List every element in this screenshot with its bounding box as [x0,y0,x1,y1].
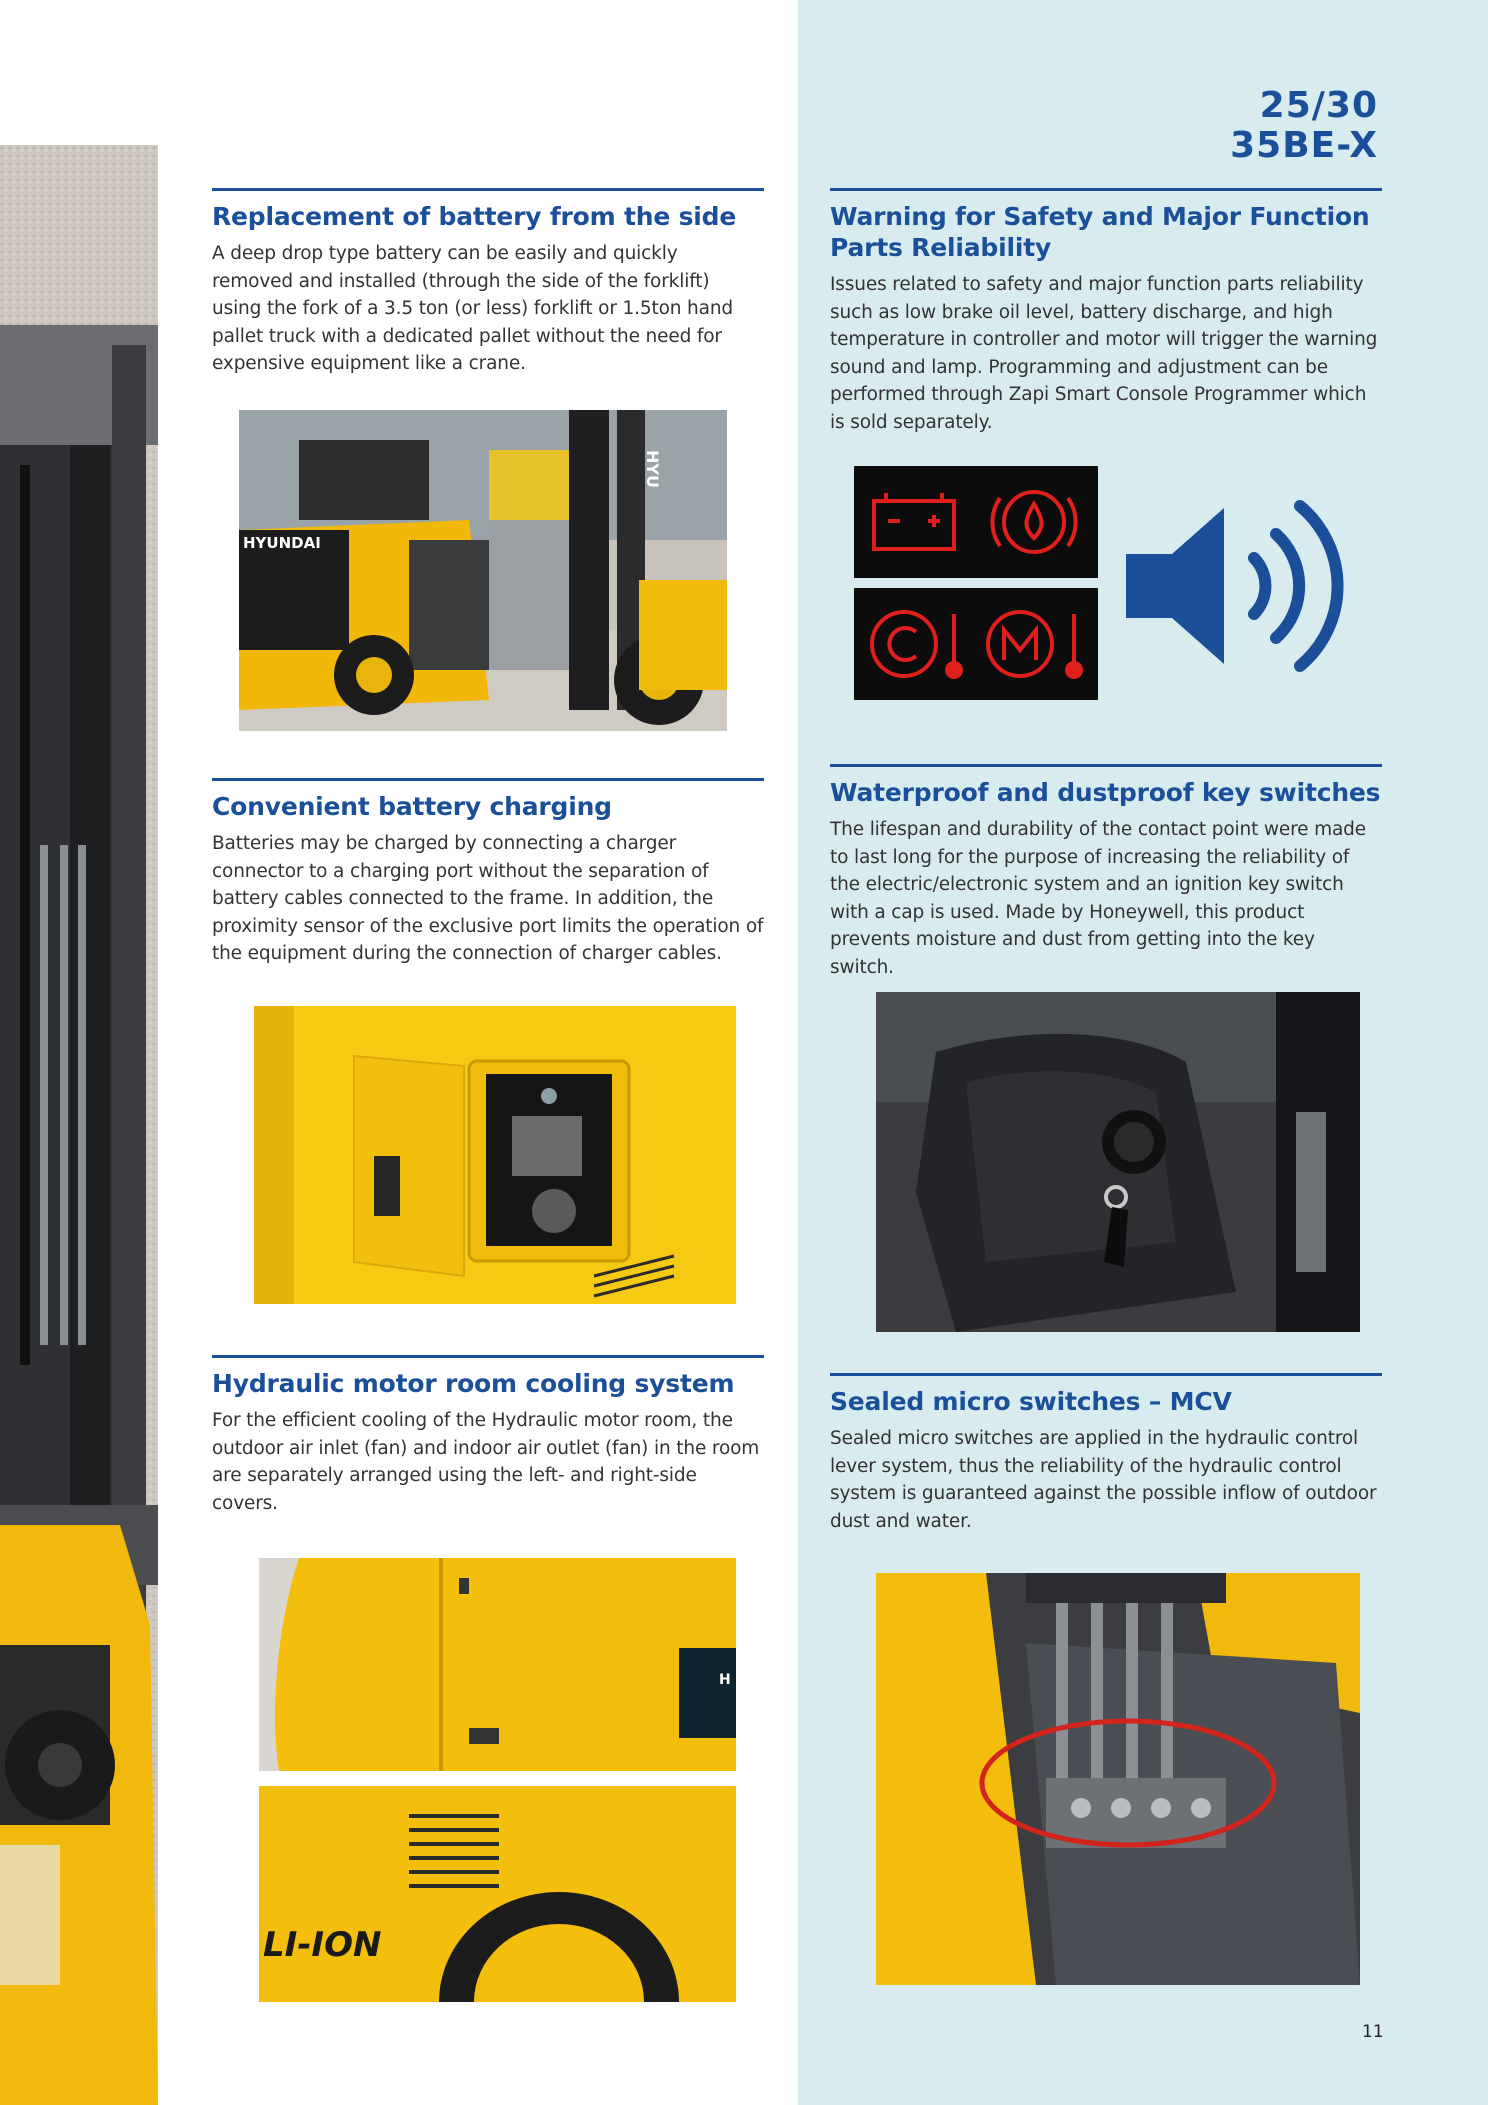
model-number [1230,86,1378,166]
section-battery-charging [212,778,764,968]
section-micro-switches [830,1373,1382,1535]
warning-lamps-panel [854,466,1098,700]
section-body: Sealed micro switches are applied in the hydraulic control lever system, thus the reliability of the hydraulic control system is guaranteed against the possible inflow of outdoor dust and water. [830,1428,1377,1532]
section-rule [830,764,1382,767]
li-ion-label: LI-ION [263,1925,382,1965]
cooling-cover-photo-bottom [259,1786,736,2002]
section-body: Issues related to safety and major function parts reliability such as low brake oil level, battery discharge, and high temperature in controller and motor will trigger the warning sound and lamp. Programming and adjustment can be performed through Zapi Smart Console Programmer which is sold separately. [830,274,1378,433]
section-rule [212,188,764,191]
battery-side-photo [239,410,727,731]
key-switch-photo [876,992,1360,1332]
section-body: A deep drop type battery can be easily and quickly removed and installed (through the side of the forklift) using the fork of a 3.5 ton (or less) forklift or 1.5ton hand pallet truck with a dedicated pallet without the need for expensive equipment like a crane. [212,243,733,374]
section-title: Convenient battery charging [212,792,612,821]
section-body: The lifespan and durability of the contact point were made to last long for the purpose of increasing the reliability of the electric/electronic system and an ignition key switch with a cap is used. Made by Honeywell, this product prevents moisture and dust from getting into the key switch. [830,819,1367,978]
section-title: Replacement of battery from the side [212,202,737,231]
section-hydraulic-cooling [212,1355,764,1517]
section-warning-safety [830,188,1382,436]
model-line-2: 35BE-X [1230,125,1378,166]
section-title: Warning for Safety and Major Function Parts Reliability [830,202,1370,262]
section-key-switches [830,764,1382,981]
mast-label: HYU [643,450,662,488]
section-title: Waterproof and dustproof key switches [830,778,1381,807]
section-body: Batteries may be charged by connecting a charger connector to a charging port without the separation of battery cables connected to the frame. In addition, the proximity sensor of the exclusive port limits the operation of the equipment during the connection of charger cables. [212,833,764,964]
model-line-1: 25/30 [1259,85,1378,126]
hyundai-label: HYUNDAI [243,534,321,552]
page-number: 11 [1362,2022,1384,2042]
speaker-sound-icon [1124,496,1348,676]
section-battery-side [212,188,764,378]
charging-port-photo [254,1006,736,1304]
section-title: Sealed micro switches – MCV [830,1387,1232,1416]
section-rule [212,778,764,781]
micro-switch-photo [876,1573,1360,1985]
section-rule [830,188,1382,191]
section-title: Hydraulic motor room cooling system [212,1369,735,1398]
section-rule [212,1355,764,1358]
cooling-cover-photo-top [259,1558,736,1771]
section-body: For the efficient cooling of the Hydraulic motor room, the outdoor air inlet (fan) and indoor air outlet (fan) in the room are separately arranged using the left- and right-side covers. [212,1410,760,1514]
forklift-mast-photo [0,145,158,2105]
cover-brand-letter: H [719,1672,731,1688]
section-rule [830,1373,1382,1376]
